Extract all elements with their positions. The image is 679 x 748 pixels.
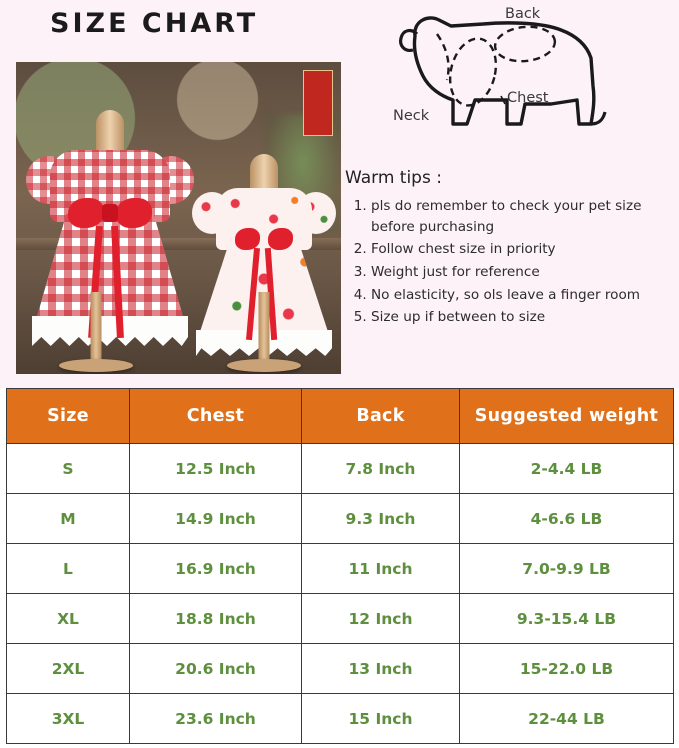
table-row bbox=[7, 444, 674, 494]
diagram-label-neck: Neck bbox=[393, 108, 430, 124]
tip-item: 4. No elasticity, so ols leave a finger room bbox=[371, 285, 675, 306]
floral-bow bbox=[235, 228, 293, 252]
cell-chest: 20.6 Inch bbox=[130, 644, 302, 694]
cell-chest: 12.5 Inch bbox=[130, 444, 302, 494]
table-header-chest: Chest bbox=[130, 389, 302, 444]
cell-size: XL bbox=[7, 594, 130, 644]
mannequin-stand-2 bbox=[218, 254, 310, 374]
cell-back: 13 Inch bbox=[302, 644, 460, 694]
bow2-lobe-left bbox=[235, 228, 260, 250]
tip-item: 3. Weight just for reference bbox=[371, 262, 675, 283]
gingham-bow bbox=[68, 198, 152, 232]
warm-tips-heading: Warm tips : bbox=[345, 168, 442, 188]
size-table bbox=[6, 388, 674, 744]
diagram-label-back: Back bbox=[505, 6, 541, 22]
stand-base-2 bbox=[227, 359, 301, 372]
cell-weight: 2-4.4 LB bbox=[460, 444, 674, 494]
table-header-weight: Suggested weight bbox=[460, 389, 674, 444]
stand-pole-1 bbox=[91, 292, 102, 364]
warm-tips-list bbox=[345, 196, 675, 330]
cell-back: 15 Inch bbox=[302, 694, 460, 744]
dog-outline-icon bbox=[355, 0, 679, 160]
cell-weight: 9.3-15.4 LB bbox=[460, 594, 674, 644]
cell-weight: 7.0-9.9 LB bbox=[460, 544, 674, 594]
bow-lobe-right bbox=[116, 198, 152, 228]
cell-size: 3XL bbox=[7, 694, 130, 744]
cell-back: 7.8 Inch bbox=[302, 444, 460, 494]
stand-pole-2 bbox=[259, 292, 270, 364]
bow-knot bbox=[102, 204, 118, 222]
dog-measurement-diagram bbox=[355, 0, 679, 160]
table-row bbox=[7, 644, 674, 694]
cell-chest: 14.9 Inch bbox=[130, 494, 302, 544]
tip-item: 2. Follow chest size in priority bbox=[371, 239, 675, 260]
bow2-lobe-right bbox=[268, 228, 293, 250]
cell-size: L bbox=[7, 544, 130, 594]
cell-size: 2XL bbox=[7, 644, 130, 694]
table-header-back: Back bbox=[302, 389, 460, 444]
page-title: SIZE CHART bbox=[50, 8, 259, 39]
table-row bbox=[7, 544, 674, 594]
cell-back: 9.3 Inch bbox=[302, 494, 460, 544]
product-photo bbox=[16, 62, 341, 374]
cell-back: 12 Inch bbox=[302, 594, 460, 644]
cell-size: S bbox=[7, 444, 130, 494]
cell-chest: 23.6 Inch bbox=[130, 694, 302, 744]
table-header-size: Size bbox=[7, 389, 130, 444]
bow-lobe-left bbox=[68, 198, 104, 228]
table-row bbox=[7, 594, 674, 644]
cell-size: M bbox=[7, 494, 130, 544]
diagram-label-chest: Chest bbox=[507, 90, 549, 106]
photo-red-sign bbox=[303, 70, 333, 136]
cell-chest: 16.9 Inch bbox=[130, 544, 302, 594]
table-row bbox=[7, 694, 674, 744]
table-row bbox=[7, 494, 674, 544]
cell-weight: 15-22.0 LB bbox=[460, 644, 674, 694]
cell-weight: 22-44 LB bbox=[460, 694, 674, 744]
cell-weight: 4-6.6 LB bbox=[460, 494, 674, 544]
stand-base-1 bbox=[59, 359, 133, 372]
tip-item: 5. Size up if between to size bbox=[371, 307, 675, 328]
cell-chest: 18.8 Inch bbox=[130, 594, 302, 644]
cell-back: 11 Inch bbox=[302, 544, 460, 594]
tip-item: 1. pls do remember to check your pet size before purchasing bbox=[371, 196, 675, 237]
mannequin-stand-1 bbox=[50, 254, 142, 374]
table-header-row bbox=[7, 389, 674, 444]
